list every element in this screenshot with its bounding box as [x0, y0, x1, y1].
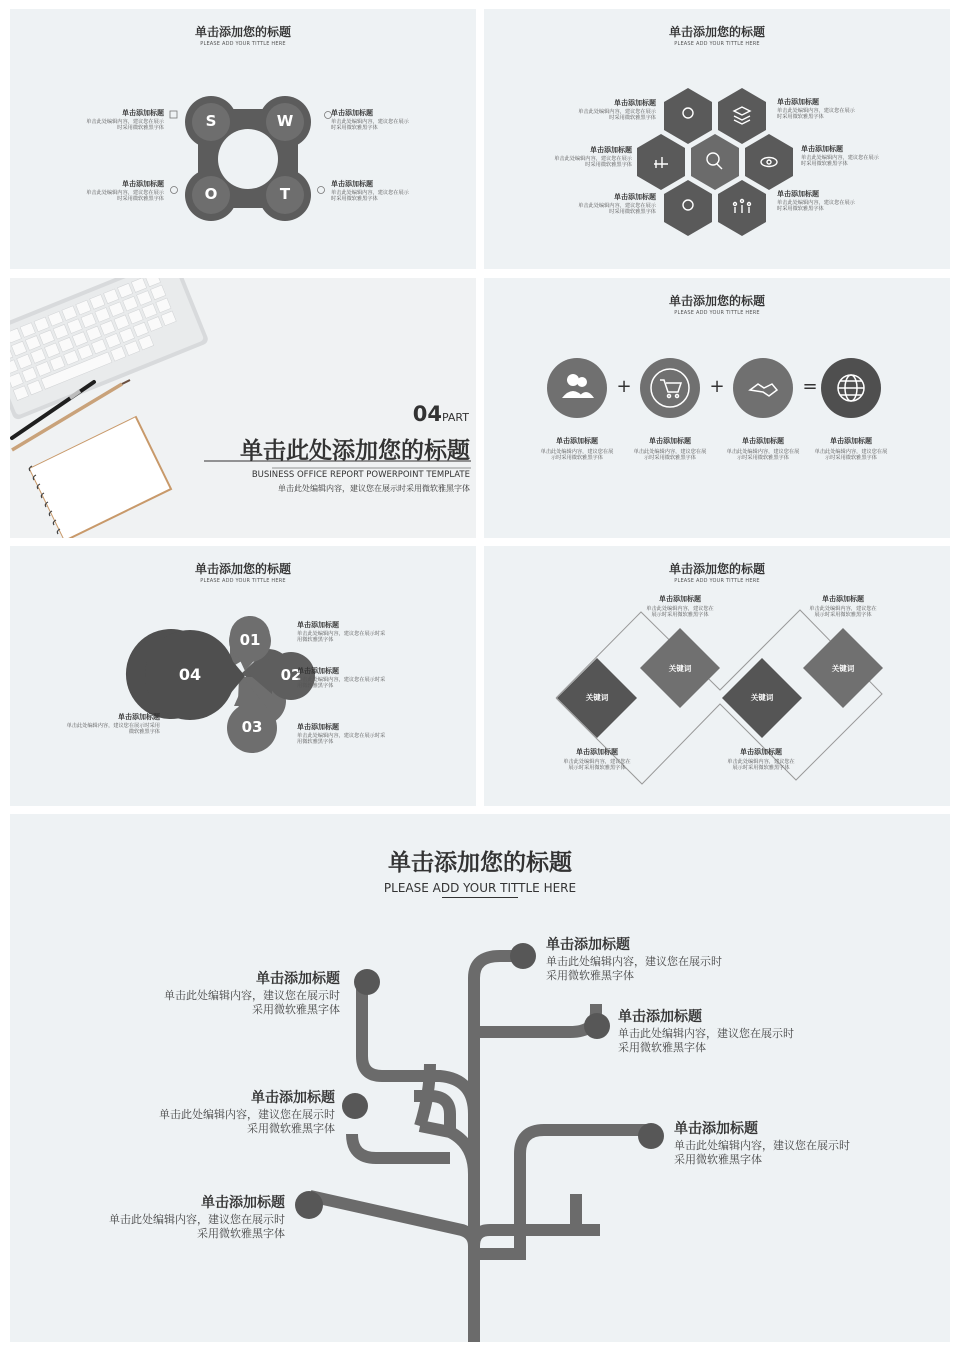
swot-letter-s: S	[205, 112, 217, 130]
item-title: 单击添加标题	[801, 145, 843, 153]
section-number-value: 04	[412, 402, 442, 426]
item-desc: 单击此处编辑内容，建议您在展示时采用微软雅黑字体	[331, 190, 409, 203]
swot-letter-t: T	[279, 185, 291, 203]
item-title: 单击添加标题	[740, 748, 782, 756]
slide-subtitle: PLEASE ADD YOUR TITTLE HERE	[674, 41, 760, 47]
diamond-graphic	[484, 546, 950, 806]
item-desc: 单击此处编辑内容，建议您在展示时采用微软雅黑字体	[563, 759, 631, 772]
item-desc: 单击此处编辑内容，建议您在展示时采用微软雅黑字体	[578, 109, 656, 122]
item-desc: 单击此处编辑内容，建议您在展示时采用微软雅黑字体	[297, 631, 386, 644]
petal-number-01: 01	[239, 631, 261, 649]
swot-letter-o: O	[204, 185, 218, 203]
item-title: 单击添加标题	[122, 109, 164, 117]
item-title: 单击添加标题	[777, 190, 819, 198]
item-desc: 单击此处编辑内容，建议您在展示时采用微软雅黑字体	[726, 449, 800, 462]
tree-item-desc: 单击此处编辑内容，建议您在展示时采用微软雅黑字体	[164, 989, 340, 1016]
item-title: 单击添加标题	[830, 437, 872, 445]
section-part-label: PART	[441, 411, 469, 424]
slide-hexagons	[484, 9, 950, 269]
desk-photo	[10, 278, 476, 538]
item-desc: 单击此处编辑内容，建议您在展示时采用微软雅黑字体	[331, 119, 409, 132]
item-desc: 单击此处编辑内容，建议您在展示时采用微软雅黑字体	[66, 723, 160, 736]
slide-subtitle: PLEASE ADD YOUR TITTLE HERE	[200, 578, 286, 584]
slide-subtitle: PLEASE ADD YOUR TITTLE HERE	[383, 881, 577, 895]
item-desc: 单击此处编辑内容，建议您在展示时采用微软雅黑字体	[727, 759, 795, 772]
item-desc: 单击此处编辑内容，建议您在展示时采用微软雅黑字体	[777, 200, 855, 213]
diamond-keyword: 关键词	[750, 693, 774, 702]
item-desc: 单击此处编辑内容，建议您在展示时采用微软雅黑字体	[578, 203, 656, 216]
operator-equals: =	[802, 376, 818, 397]
slide-title: 单击添加您的标题	[388, 850, 572, 876]
item-desc: 单击此处编辑内容，建议您在展示时采用微软雅黑字体	[814, 449, 888, 462]
operator-plus: +	[709, 376, 725, 397]
tree-item-title: 单击添加标题	[546, 937, 630, 953]
item-title: 单击添加标题	[590, 146, 632, 154]
item-desc: 单击此处编辑内容，建议您在展示时采用微软雅黑字体	[777, 108, 855, 121]
slide-equation	[484, 278, 950, 538]
item-title: 单击添加标题	[297, 621, 339, 629]
tree-graphic	[10, 814, 950, 1342]
slide-subtitle: PLEASE ADD YOUR TITTLE HERE	[200, 41, 286, 47]
tree-item-desc: 单击此处编辑内容，建议您在展示时采用微软雅黑字体	[674, 1139, 850, 1166]
item-title: 单击添加标题	[118, 713, 160, 721]
item-desc: 单击此处编辑内容，建议您在展示时采用微软雅黑字体	[801, 155, 879, 168]
section-title: 单击此处添加您的标题	[240, 438, 470, 464]
petal-graphic	[10, 546, 476, 806]
tree-item-desc: 单击此处编辑内容，建议您在展示时采用微软雅黑字体	[109, 1213, 285, 1240]
section-subtitle-en: BUSINESS OFFICE REPORT POWERPOINT TEMPLATE	[251, 470, 470, 480]
slide-title: 单击添加您的标题	[194, 562, 291, 576]
diamond-keyword: 关键词	[585, 693, 609, 702]
slide-section-divider	[10, 278, 476, 538]
slide-title: 单击添加您的标题	[194, 25, 291, 39]
tree-item-title: 单击添加标题	[201, 1195, 285, 1211]
slide-subtitle: PLEASE ADD YOUR TITTLE HERE	[674, 578, 760, 584]
item-desc: 单击此处编辑内容，建议您在展示时采用微软雅黑字体	[554, 156, 632, 169]
petal-number-02: 02	[280, 666, 302, 684]
hexagon-graphic	[484, 9, 950, 269]
item-title: 单击添加标题	[649, 437, 691, 445]
slide-title: 单击添加您的标题	[668, 294, 765, 308]
item-title: 单击添加标题	[777, 98, 819, 106]
equation-graphic	[484, 278, 950, 538]
item-title: 单击添加标题	[742, 437, 784, 445]
item-desc: 单击此处编辑内容，建议您在展示时采用微软雅黑字体	[86, 119, 164, 132]
tree-item-desc: 单击此处编辑内容，建议您在展示时采用微软雅黑字体	[546, 955, 722, 982]
item-title: 单击添加标题	[556, 437, 598, 445]
item-title: 单击添加标题	[122, 180, 164, 188]
item-desc: 单击此处编辑内容，建议您在展示时采用微软雅黑字体	[633, 449, 707, 462]
petal-number-03: 03	[241, 718, 263, 736]
operator-plus: +	[616, 376, 632, 397]
slide-title: 单击添加您的标题	[668, 562, 765, 576]
tree-item-desc: 单击此处编辑内容，建议您在展示时采用微软雅黑字体	[618, 1027, 794, 1054]
tree-item-title: 单击添加标题	[618, 1009, 702, 1025]
item-desc: 单击此处编辑内容，建议您在展示时采用微软雅黑字体	[297, 677, 386, 690]
item-title: 单击添加标题	[297, 667, 339, 675]
tree-item-title: 单击添加标题	[251, 1090, 335, 1106]
item-title: 单击添加标题	[659, 595, 701, 603]
slide-diamonds	[484, 546, 950, 806]
swot-letter-w: W	[276, 112, 294, 130]
item-desc: 单击此处编辑内容，建议您在展示时采用微软雅黑字体	[297, 733, 386, 746]
slide-swot	[10, 9, 476, 269]
item-title: 单击添加标题	[331, 109, 373, 117]
slide-subtitle: PLEASE ADD YOUR TITTLE HERE	[674, 310, 760, 316]
tree-item-desc: 单击此处编辑内容，建议您在展示时采用微软雅黑字体	[159, 1108, 335, 1135]
swot-graphic	[10, 9, 476, 269]
item-title: 单击添加标题	[614, 193, 656, 201]
tree-item-title: 单击添加标题	[674, 1121, 758, 1137]
slide-petals	[10, 546, 476, 806]
item-title: 单击添加标题	[576, 748, 618, 756]
section-number	[413, 402, 469, 426]
item-desc: 单击此处编辑内容，建议您在展示时采用微软雅黑字体	[86, 190, 164, 203]
diamond-keyword: 关键词	[668, 664, 692, 673]
petal-number-04: 04	[178, 665, 202, 684]
item-title: 单击添加标题	[614, 99, 656, 107]
diamond-keyword: 关键词	[831, 664, 855, 673]
item-desc: 单击此处编辑内容，建议您在展示时采用微软雅黑字体	[809, 606, 877, 619]
item-desc: 单击此处编辑内容，建议您在展示时采用微软雅黑字体	[646, 606, 714, 619]
tree-item-title: 单击添加标题	[256, 971, 340, 987]
section-desc: 单击此处编辑内容，建议您在展示时采用微软雅黑字体	[278, 484, 470, 493]
item-title: 单击添加标题	[297, 723, 339, 731]
slide-title: 单击添加您的标题	[668, 25, 765, 39]
slide-tree	[10, 814, 950, 1342]
item-desc: 单击此处编辑内容，建议您在展示时采用微软雅黑字体	[540, 449, 614, 462]
item-title: 单击添加标题	[331, 180, 373, 188]
item-title: 单击添加标题	[822, 595, 864, 603]
